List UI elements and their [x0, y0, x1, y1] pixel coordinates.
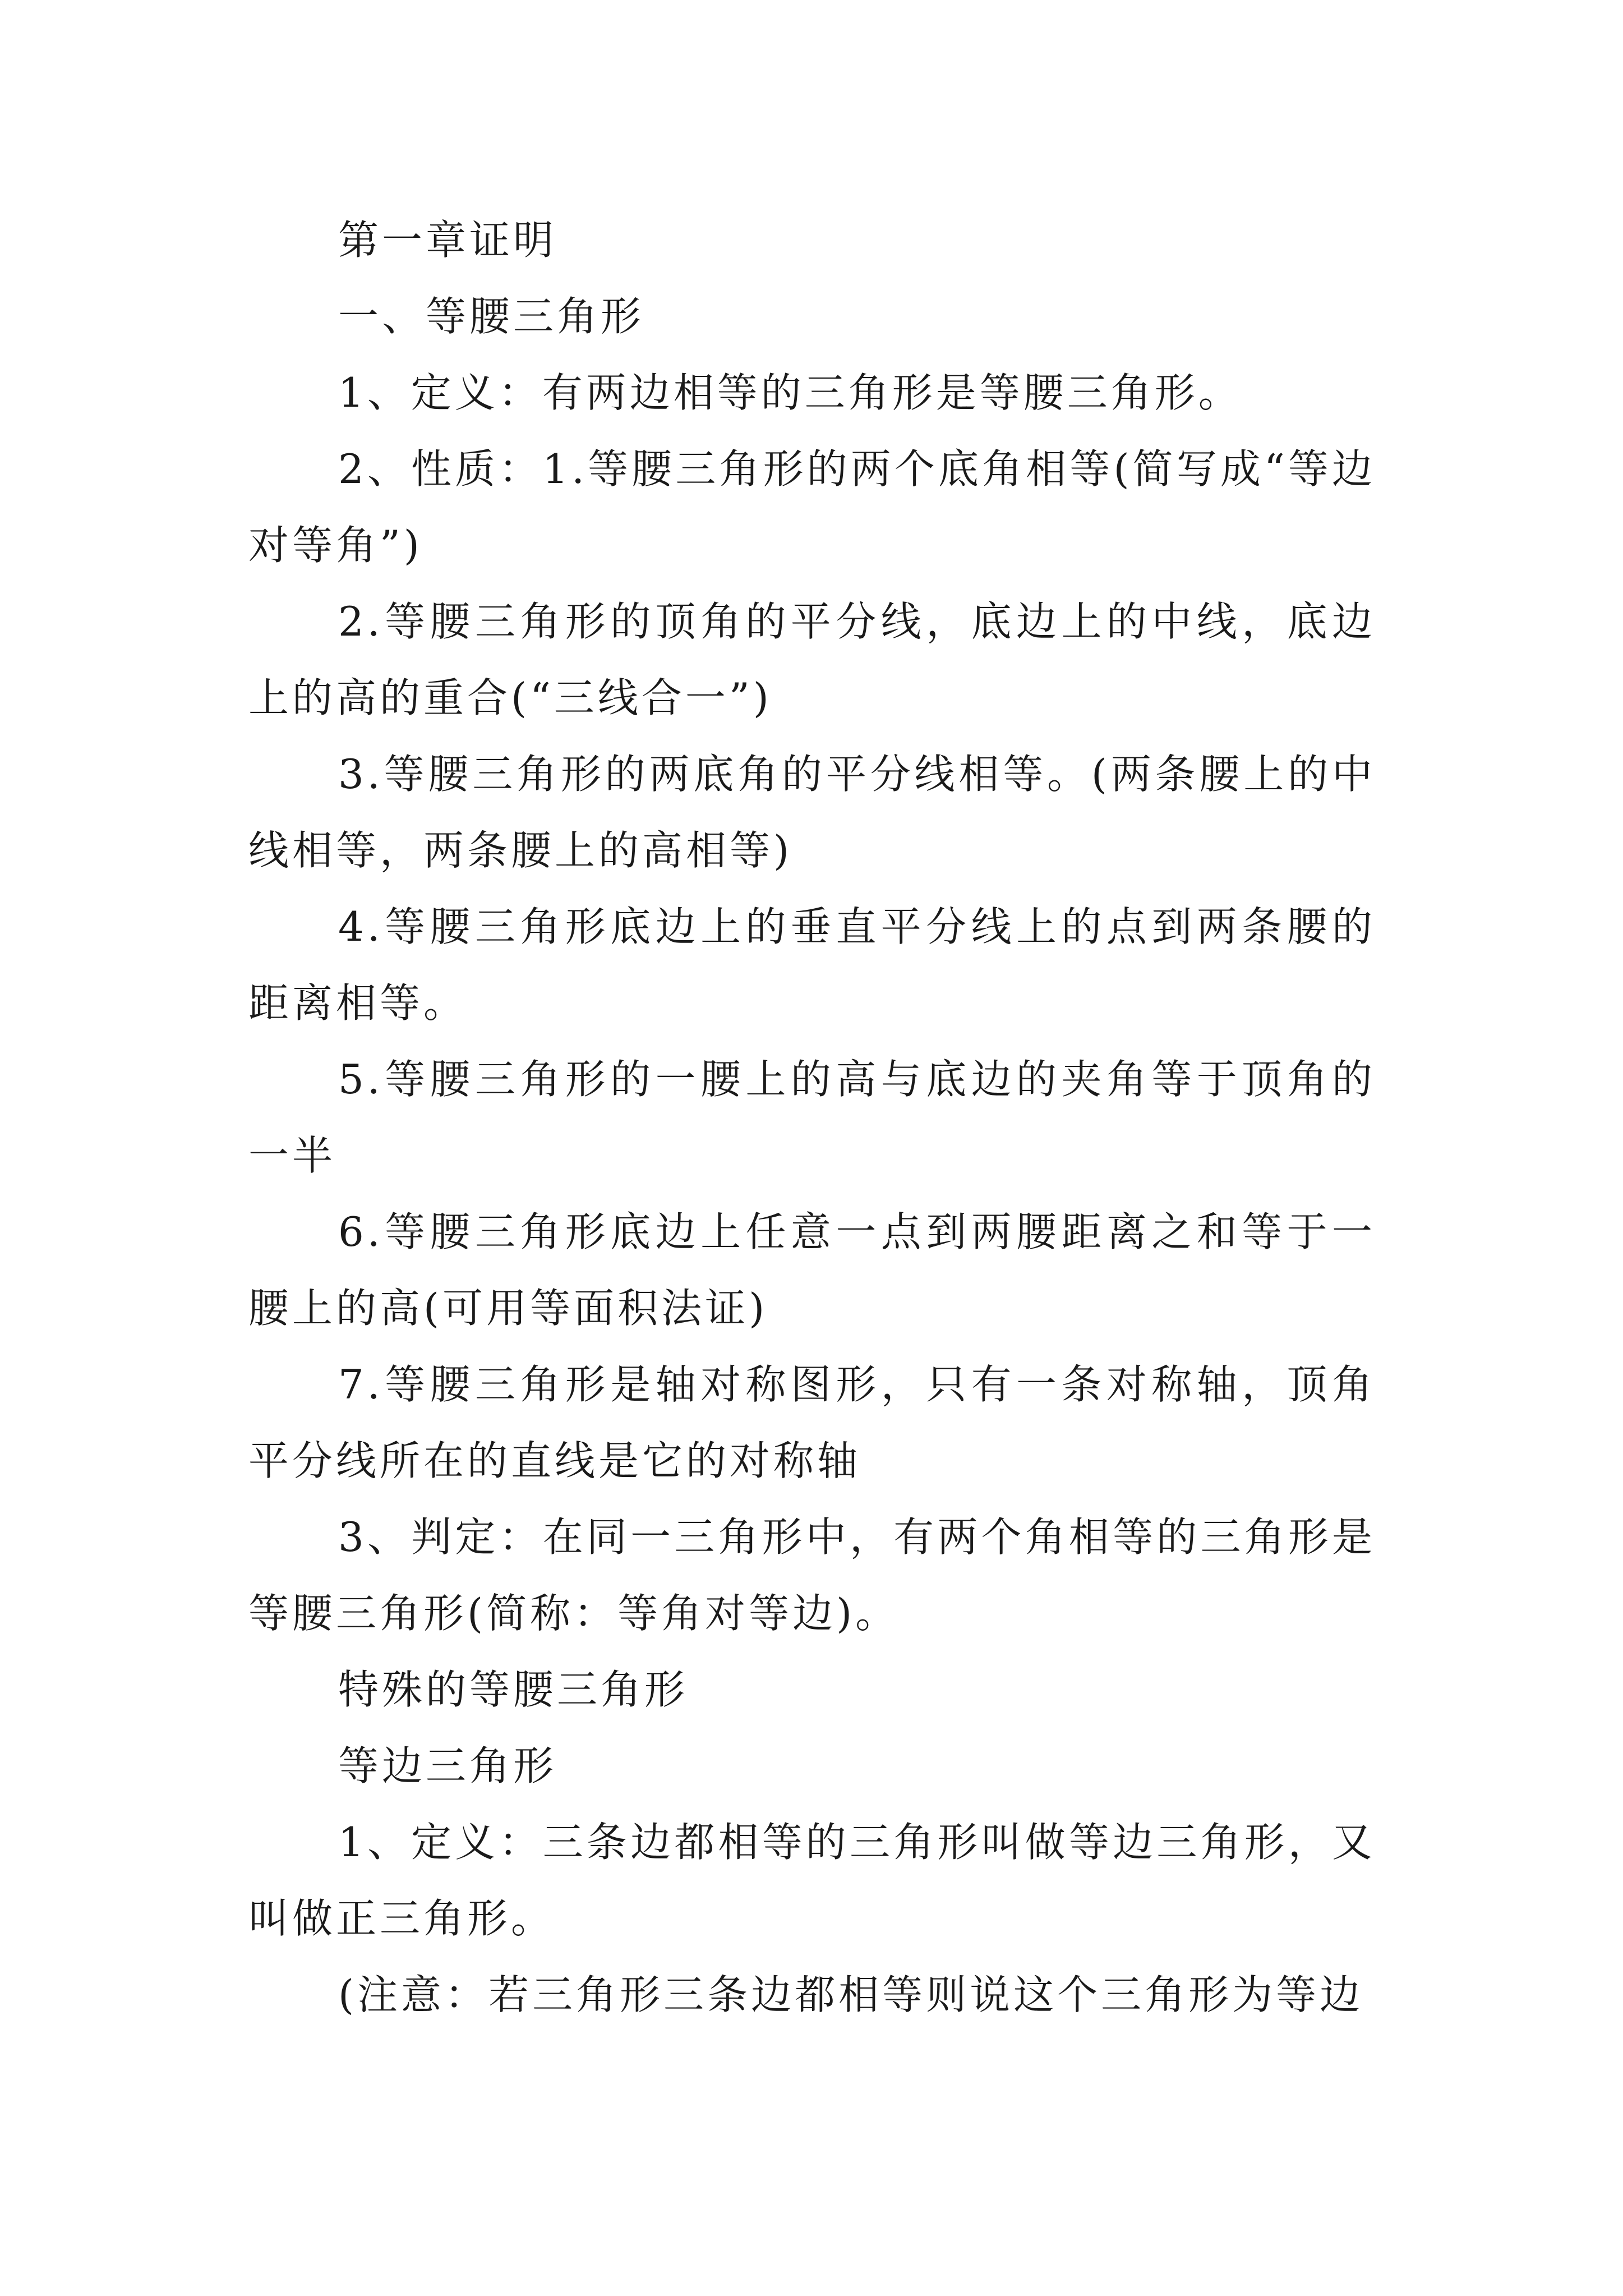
section-heading: 一、等腰三角形 — [338, 293, 645, 340]
subsection-heading-equilateral: 等边三角形 — [338, 1742, 557, 1789]
paragraph-property-4: 4.等腰三角形底边上的垂直平分线上的点到两条腰的距离相等。 — [248, 903, 1376, 1027]
document-body — [248, 202, 1376, 2033]
paragraph-equilateral-definition: 1、定义：三条边都相等的三角形叫做等边三角形，又叫做正三角形。 — [248, 1819, 1376, 1942]
paragraph-property-2: 2.等腰三角形的顶角的平分线，底边上的中线，底边上的高的重合(“三线合一”) — [248, 598, 1376, 721]
subsection-heading: 特殊的等腰三角形 — [338, 1666, 689, 1713]
paragraph-definition: 1、定义：有两边相等的三角形是等腰三角形。 — [338, 369, 1242, 416]
chapter-title: 第一章证明 — [338, 217, 557, 264]
paragraph-property-6: 6.等腰三角形底边上任意一点到两腰距离之和等于一腰上的高(可用等面积法证) — [248, 1208, 1376, 1332]
paragraph-property-5: 5.等腰三角形的一腰上的高与底边的夹角等于顶角的一半 — [248, 1056, 1376, 1179]
paragraph-note: (注意：若三角形三条边都相等则说这个三角形为等边 — [338, 1971, 1364, 2018]
paragraph-property-7: 7.等腰三角形是轴对称图形，只有一条对称轴，顶角平分线所在的直线是它的对称轴 — [248, 1361, 1376, 1484]
paragraph-property-1: 2、性质：1.等腰三角形的两个底角相等(简写成“等边对等角”) — [248, 445, 1376, 569]
paragraph-criterion: 3、判定：在同一三角形中，有两个角相等的三角形是等腰三角形(简称：等角对等边)。 — [248, 1513, 1376, 1637]
paragraph-property-3: 3.等腰三角形的两底角的平分线相等。(两条腰上的中线相等，两条腰上的高相等) — [248, 751, 1376, 874]
